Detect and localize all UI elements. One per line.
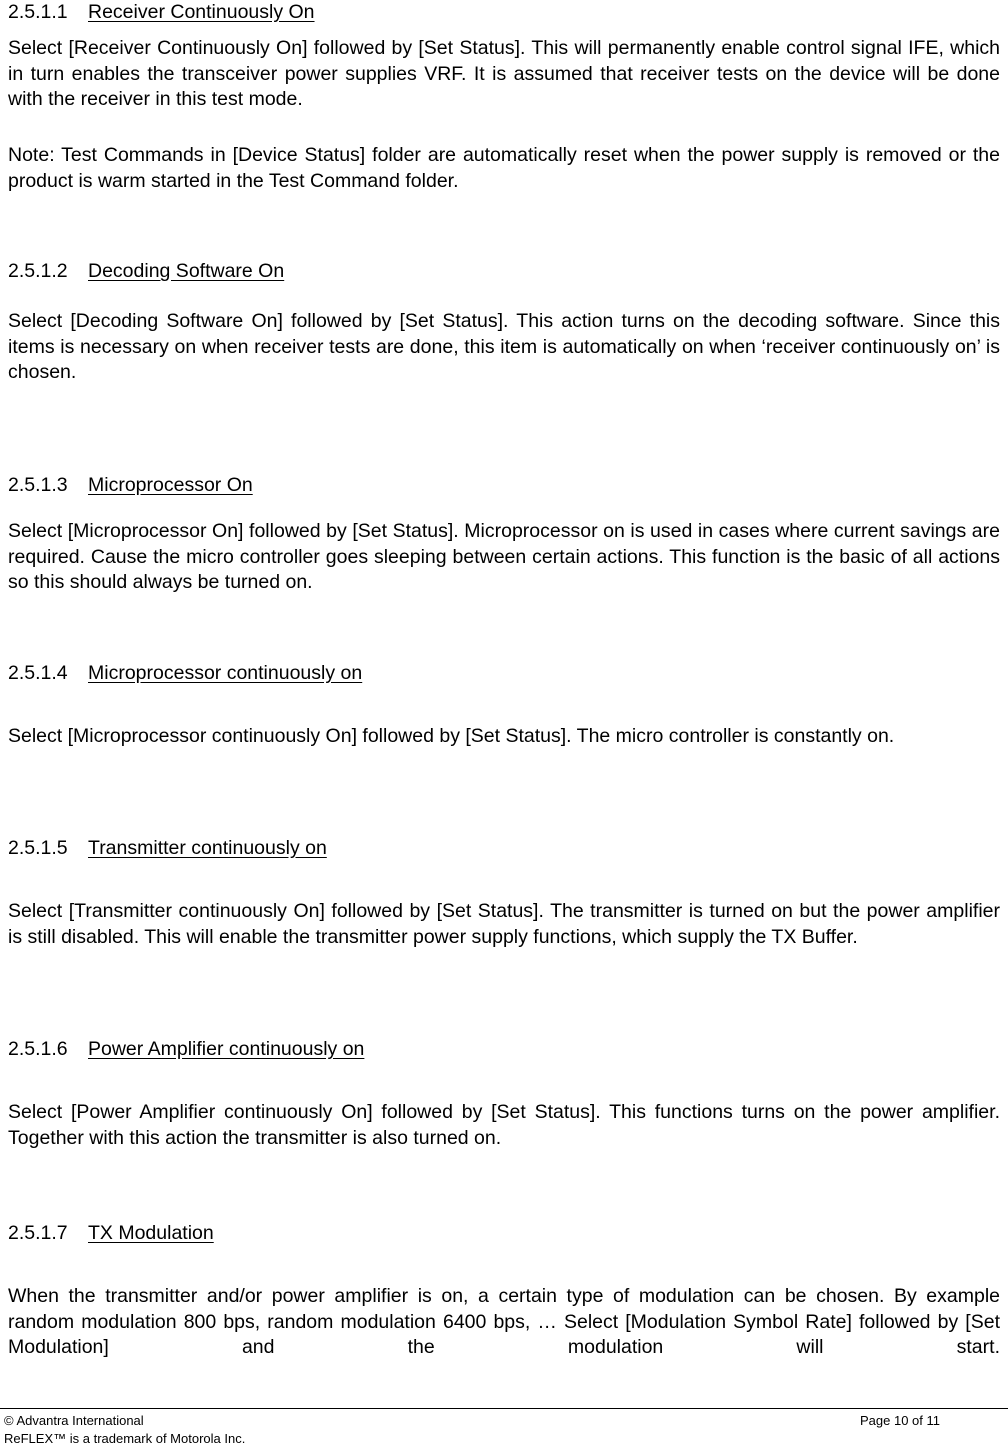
paragraph: Select [Power Amplifier continuously On] followed by [Set Status]. This functions turns on the power amplifier. Together with this action the transmitter is also turned on. — [8, 1101, 1000, 1149]
footer-divider — [0, 1408, 1008, 1409]
section-title: TX Modulation — [88, 1222, 214, 1244]
section-number: 2.5.1.3 — [8, 474, 68, 496]
footer-company: © Advantra International — [4, 1413, 144, 1428]
paragraph: Select [Microprocessor continuously On] followed by [Set Status]. The micro controller is constantly on. — [8, 725, 895, 747]
section-number: 2.5.1.2 — [8, 260, 68, 282]
section-title: Microprocessor On — [88, 474, 253, 496]
section-number: 2.5.1.5 — [8, 837, 68, 859]
section-number: 2.5.1.6 — [8, 1038, 68, 1060]
section-heading — [8, 259, 284, 283]
section-heading — [8, 661, 362, 685]
section-heading — [8, 1037, 364, 1061]
section-title: Transmitter continuously on — [88, 837, 327, 859]
section-title: Decoding Software On — [88, 260, 285, 282]
section-title: Microprocessor continuously on — [88, 662, 363, 684]
paragraph: Select [Microprocessor On] followed by [Set Status]. Microprocessor on is used in cases where current savings are required. Cause the micro controller goes sleeping between certain actions. This function is the basic of all actions so this should always be turned on. — [8, 520, 1000, 593]
paragraph: Select [Receiver Continuously On] followed by [Set Status]. This will permanently enable control signal IFE, which in turn enables the transceiver power supplies VRF. It is assumed that receiver tests on the device will be done with the receiver in this test mode. — [8, 37, 1000, 110]
footer-trademark: ReFLEX™ is a trademark of Motorola Inc. — [4, 1431, 246, 1446]
section-heading — [8, 836, 327, 860]
footer-page-number: Page 10 of 11 — [860, 1413, 940, 1428]
section-heading — [8, 0, 315, 24]
paragraph: Select [Decoding Software On] followed by [Set Status]. This action turns on the decoding software. Since this items is necessary on when receiver tests are done, this item is automatically on when ‘receiver continuously on’ is chosen. — [8, 310, 1000, 383]
section-heading — [8, 473, 253, 497]
note-paragraph: Note: Test Commands in [Device Status] folder are automatically reset when the power supply is removed or the product is warm started in the Test Command folder. — [8, 144, 1000, 192]
section-title: Power Amplifier continuously on — [88, 1038, 365, 1060]
paragraph: When the transmitter and/or power amplifier is on, a certain type of modulation can be chosen. By example random modulation 800 bps, random modulation 6400 bps, … Select [Modulation Symbol Rate] followed by [Set Modulation] and the modulation will start. — [8, 1285, 1000, 1358]
section-heading — [8, 1221, 214, 1245]
paragraph: Select [Transmitter continuously On] followed by [Set Status]. The transmitter is turned on but the power amplifier is still disabled. This will enable the transmitter power supply functions, which supply the TX Buffer. — [8, 900, 1000, 948]
section-number: 2.5.1.7 — [8, 1222, 68, 1244]
section-number: 2.5.1.4 — [8, 662, 68, 684]
section-number: 2.5.1.1 — [8, 1, 68, 23]
section-title: Receiver Continuously On — [88, 1, 315, 23]
